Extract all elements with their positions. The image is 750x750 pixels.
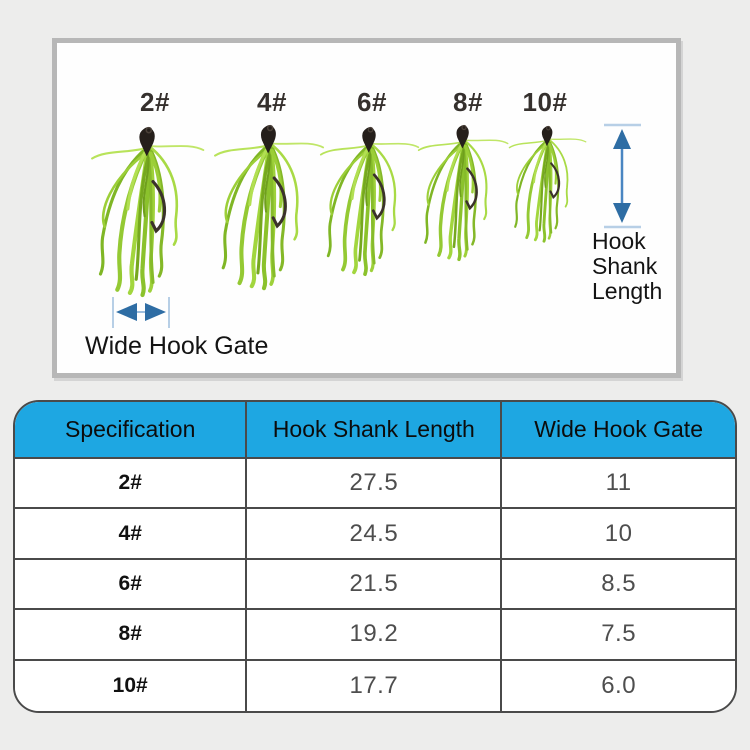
specification-table	[13, 400, 737, 713]
hook-gate-arrow-icon	[113, 297, 169, 328]
table-header-row	[15, 402, 735, 459]
size-label-4: 4#	[257, 87, 287, 117]
shank-length-arrow-icon	[604, 125, 641, 227]
size-label-10: 10#	[522, 87, 568, 117]
row-shank: 17.7	[245, 661, 500, 711]
table-row	[15, 610, 735, 660]
hook-photo-6	[321, 127, 419, 274]
row-spec: 6#	[118, 571, 142, 595]
row-spec: 8#	[118, 622, 142, 646]
row-spec: 4#	[118, 521, 142, 545]
shank-length-annotation: Hook Shank Length	[592, 228, 663, 304]
row-spec: 2#	[118, 471, 142, 495]
row-shank: 19.2	[245, 610, 500, 658]
header-specification: Specification	[64, 416, 196, 442]
hook-gate-annotation: Wide Hook Gate	[85, 332, 269, 360]
row-gate: 11	[500, 459, 735, 507]
table-row	[15, 560, 735, 610]
row-gate: 6.0	[500, 661, 735, 711]
hook-photo-4	[215, 125, 323, 288]
size-label-2: 2#	[140, 87, 170, 117]
hook-photo-8	[419, 125, 508, 259]
row-gate: 7.5	[500, 610, 735, 658]
header-wide-hook-gate: Wide Hook Gate	[500, 402, 735, 457]
table-row	[15, 459, 735, 509]
table-row	[15, 509, 735, 559]
product-photo-panel	[52, 38, 681, 378]
row-spec: 10#	[112, 673, 148, 697]
row-gate: 8.5	[500, 560, 735, 608]
hook-photo-2	[92, 127, 203, 295]
row-shank: 24.5	[245, 509, 500, 557]
table-row	[15, 661, 735, 711]
row-gate: 10	[500, 509, 735, 557]
hook-photo-10	[509, 126, 585, 241]
row-shank: 27.5	[245, 459, 500, 507]
row-shank: 21.5	[245, 560, 500, 608]
header-hook-shank-length: Hook Shank Length	[245, 402, 500, 457]
size-label-8: 8#	[453, 87, 483, 117]
size-label-6: 6#	[357, 87, 387, 117]
